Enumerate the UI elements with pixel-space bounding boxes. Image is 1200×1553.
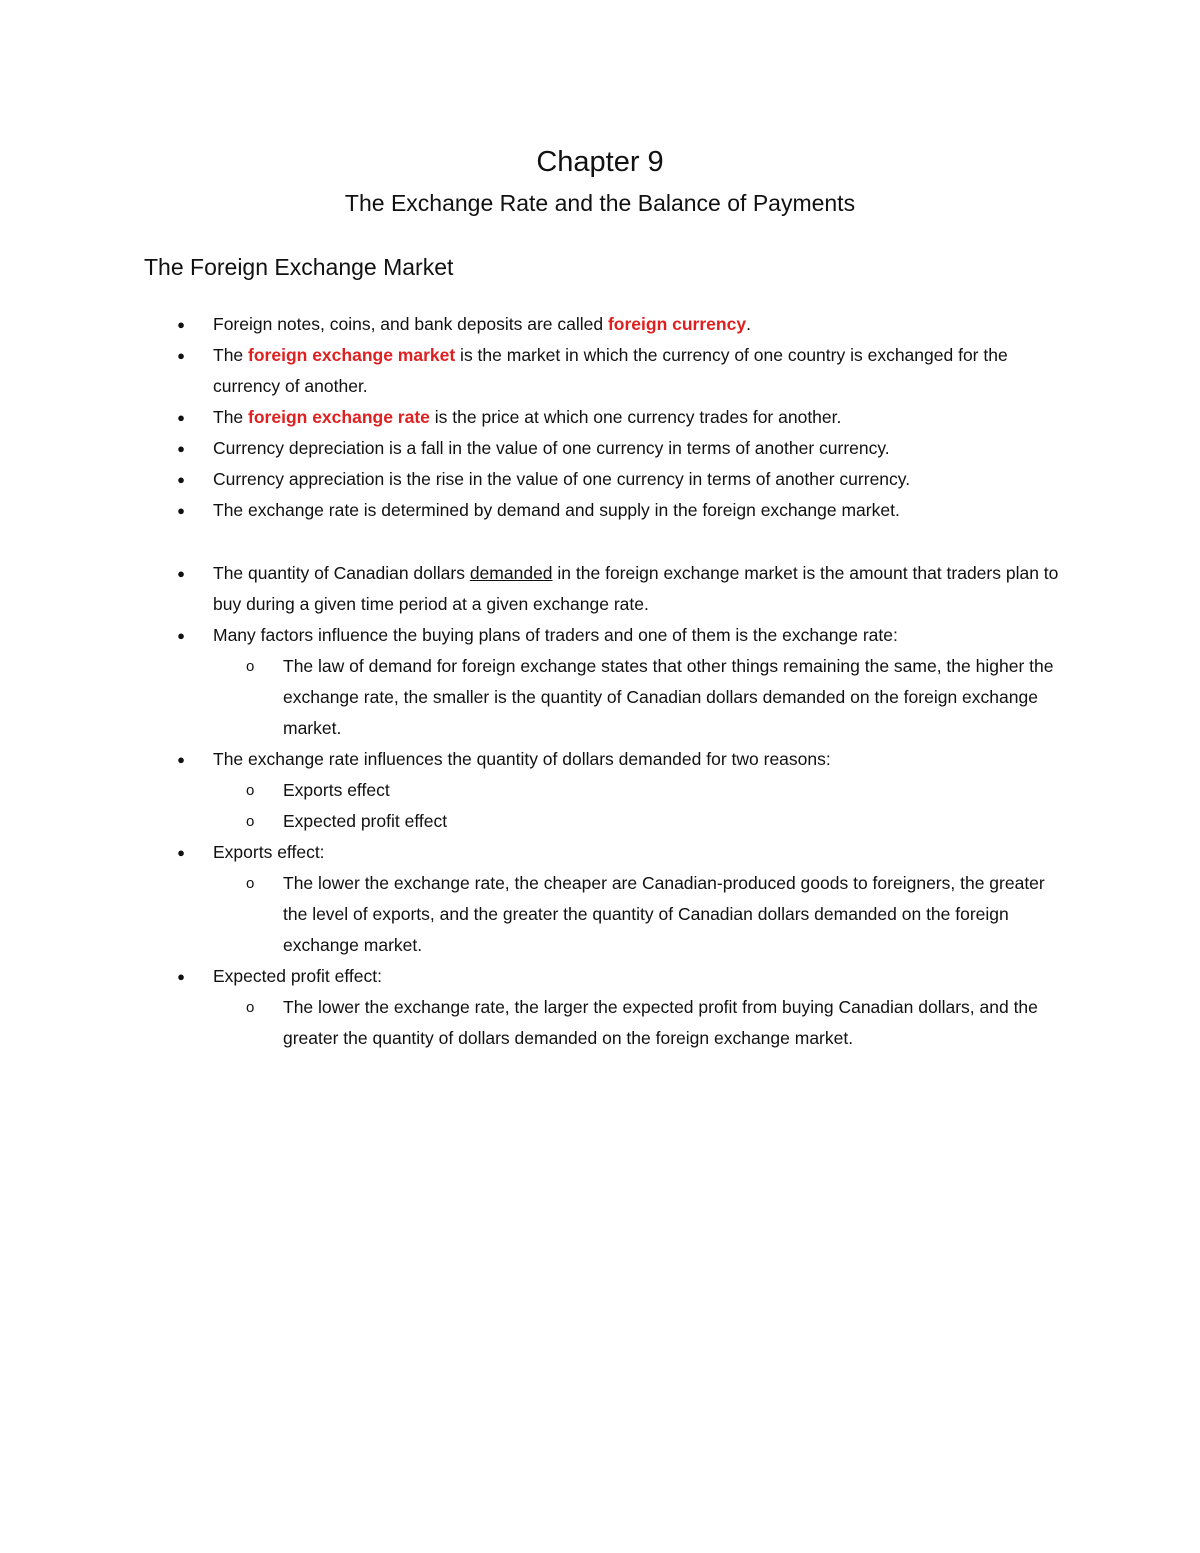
item-text: Exports effect:: [213, 842, 325, 862]
list-item: [0, 402, 1200, 433]
bullet-icon: ●: [177, 969, 185, 984]
list-item: [0, 620, 1200, 744]
item-text: Currency appreciation is the rise in the value of one currency in terms of another currency.: [213, 469, 911, 489]
sub-bullet-icon: o: [246, 875, 255, 892]
sub-list-item: [246, 868, 1070, 961]
bullet-icon: ●: [177, 317, 185, 332]
demand-list: [0, 558, 1200, 1054]
sub-list: [213, 775, 1070, 837]
underlined-term: demanded: [469, 563, 553, 583]
sub-bullet-icon: o: [246, 813, 255, 830]
sub-list-item: [246, 775, 1070, 806]
list-item: [0, 433, 1200, 464]
sub-list-item: [246, 806, 1070, 837]
bullet-icon: ●: [177, 503, 185, 518]
section-heading: The Foreign Exchange Market: [144, 254, 454, 280]
chapter-title: Chapter 9: [536, 146, 664, 178]
item-text: Currency depreciation is a fall in the value of one currency in terms of another currency.: [213, 438, 890, 458]
item-text: Expected profit effect:: [213, 966, 382, 986]
chapter-subtitle: The Exchange Rate and the Balance of Payments: [344, 190, 856, 216]
definitions-list: [0, 309, 1200, 526]
sub-bullet-icon: o: [246, 782, 255, 799]
bullet-icon: ●: [177, 628, 185, 643]
item-text: The quantity of Canadian dollars: [213, 563, 470, 583]
list-item: [0, 340, 1200, 402]
bullet-icon: ●: [177, 472, 185, 487]
bullet-icon: ●: [177, 566, 185, 581]
item-text: The exchange rate influences the quantity of dollars demanded for two reasons:: [213, 749, 831, 769]
item-text: Foreign notes, coins, and bank deposits are called: [213, 314, 608, 334]
item-text: The: [213, 407, 249, 427]
list-item: [0, 744, 1200, 837]
bullet-icon: ●: [177, 441, 185, 456]
sub-item-text: Exports effect: [283, 780, 390, 800]
key-term: foreign exchange rate: [248, 407, 430, 427]
item-text: Many factors influence the buying plans of traders and one of them is the exchange rate:: [213, 625, 898, 645]
bullet-icon: ●: [177, 752, 185, 767]
bullet-icon: ●: [177, 410, 185, 425]
list-item: [0, 495, 1200, 526]
sub-bullet-icon: o: [246, 999, 255, 1016]
item-text: is the market in which the currency of one country is exchanged for the currency of another.: [213, 345, 1008, 396]
item-text: The exchange rate is determined by demand and supply in the foreign exchange market.: [213, 500, 900, 520]
list-item: [0, 961, 1200, 1054]
sub-list: [213, 868, 1070, 961]
sub-bullet-icon: o: [246, 658, 255, 675]
bullet-icon: ●: [177, 348, 185, 363]
list-item: [0, 837, 1200, 961]
item-text: in the foreign exchange market is the amount that traders plan to buy during a given time period at a given exchange rate.: [213, 563, 1059, 614]
item-text: is the price at which one currency trades for another.: [429, 407, 842, 427]
bullet-icon: ●: [177, 845, 185, 860]
key-term: foreign exchange market: [248, 345, 456, 365]
list-item: [0, 464, 1200, 495]
sub-list: [213, 992, 1070, 1054]
sub-item-text: The law of demand for foreign exchange states that other things remaining the same, the higher the exchange rate, the smaller is the quantity of Canadian dollars demanded on the foreign exchange market.: [283, 656, 1054, 738]
item-text: The: [213, 345, 249, 365]
list-item: [0, 558, 1200, 620]
sub-list: [213, 651, 1070, 744]
key-term: foreign currency: [607, 314, 747, 334]
sub-list-item: [246, 651, 1070, 744]
list-item: [0, 309, 1200, 340]
sub-item-text: Expected profit effect: [283, 811, 448, 831]
sub-item-text: The lower the exchange rate, the larger the expected profit from buying Canadian dollars, and the greater the quantity of dollars demanded on the foreign exchange market.: [283, 997, 1038, 1048]
sub-list-item: [246, 992, 1070, 1054]
item-text: .: [746, 314, 751, 334]
sub-item-text: The lower the exchange rate, the cheaper are Canadian-produced goods to foreigners, the greater the level of exports, and the greater the quantity of Canadian dollars demanded on the foreign exchange market.: [283, 873, 1045, 955]
